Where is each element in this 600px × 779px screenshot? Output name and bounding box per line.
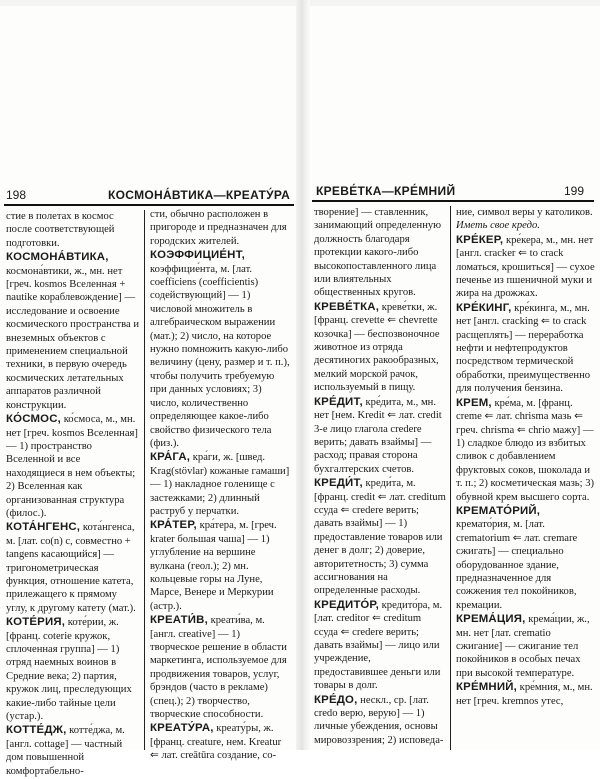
entry-headword: КОТТЕ́ДЖ, (6, 724, 67, 737)
entry-definition: кре́мния, м., мн. нет [греч. kremnos утес, (456, 682, 593, 707)
entry-headword: КРЕМА́ЦИЯ, (456, 613, 526, 626)
dictionary-entry (314, 477, 446, 598)
entry-headword: КРЕДИТО́Р, (314, 598, 379, 611)
left-page-header (0, 188, 296, 204)
left-page (0, 0, 296, 777)
left-column-2 (150, 208, 292, 764)
dictionary-entry (314, 206, 446, 300)
dictionary-entry (6, 210, 140, 250)
entry-definition: кра́ги, ж. [швед. Krag(stövlar) кожаные гамаши] — 1) накладное голенище с застежками; 2) длинный раструб у перчатки. (150, 452, 290, 517)
entry-definition: кре́кера, м., мн. нет [англ. cracker ⇐ to crack ломаться, крошиться] — сухое печенье из пшеничной муки и жира на дрожжах. (456, 234, 595, 300)
entry-definition: творение] — ставленник, занимающий определенную должность благодаря протекции какого-либо высокопоставленного лица или влиятельных общественных кругов. (314, 207, 442, 299)
entry-definition: кре́кинга, м., мн. нет [англ. cracking ⇐ to crack расщеплять] — переработка нефти и нефтепродуктов посредством термической обработки, преимущественно для получения бензина. (456, 302, 591, 395)
entry-example: Иметь свое кредо. (456, 220, 540, 232)
dictionary-entry (314, 396, 446, 476)
entry-headword: КРЕ́МНИЙ, (456, 681, 518, 694)
dictionary-entry (6, 616, 140, 723)
entry-headword: КРЕМАТО́РИЙ, (456, 504, 541, 517)
book-gutter (296, 0, 310, 750)
entry-definition: кре́дита, м., мн. нет [нем. Kredit ⇐ лат. credit 3-е лицо глагола credere верить; давать взаймы] — расход; правая сторона бухгалтерских счетов. (314, 396, 442, 475)
dictionary-entry (456, 206, 596, 233)
dictionary-entry (456, 234, 596, 301)
entry-headword: КРА́ГА, (150, 451, 191, 464)
entry-headword: КРЕВЕ́ТКА, (314, 300, 380, 313)
entry-definition: креату́ры, ж. [франц. creature, нем. Kreatur ⇐ лат. creātūra создание, со- (150, 723, 282, 762)
right-page (310, 0, 600, 750)
entry-definition: коэффицие́нта, м. [лат. coefficiens (coefficientis) содействующий] — 1) числовой множитель в алгебраическом выражении (мат.); 2) число, на которое нужно помножить какую-либо величину (цену, размер и т. п.), чтобы получить требуемую при данных условиях; 3) число, количественно определяющее какое-либо свойство физического тела (физ.). (150, 263, 290, 449)
left-column-divider (144, 210, 145, 750)
dictionary-entry (150, 519, 292, 613)
entry-headword: КОСМОНА́ВТИКА, (6, 251, 109, 264)
dictionary-entry (150, 208, 292, 248)
entry-definition: кра́тера, м. [греч. krater большая чаша] — 1) углубление на вершине вулкана (геол.); 2) мн. кольцевые горы на Луне, Марсе, Венере и Меркурии (астр.). (150, 520, 277, 612)
right-column-1 (314, 206, 446, 748)
entry-definition: ние, символ веры у католиков. (456, 207, 593, 218)
entry-headword: КО́СМОС, (6, 413, 62, 426)
dictionary-entry (150, 249, 292, 450)
dictionary-entry (150, 722, 292, 762)
entry-definition: крема́ции, ж., мн. нет [лат. crematio сжигание] — сжигание тел покойников в особых печах при высокой температуре. (456, 614, 590, 679)
entry-headword: КРЕАТУ́РА, (150, 722, 214, 735)
entry-headword: КРЕ́КЕР, (456, 233, 504, 246)
dictionary-entry (314, 694, 446, 748)
entry-headword: КРЕ́КИНГ, (456, 301, 512, 314)
entry-headword: КОТА́НГЕНС, (6, 521, 81, 534)
dictionary-entry (456, 613, 596, 680)
entry-definition: креати́ва, м. [англ. creative] — 1) творческое решение в области маркетинга, используемое для продвижения товаров, услуг, брэндов (часто в рекламе) (спец.); 2) творчество, творческие способности. (150, 615, 287, 721)
right-page-header (310, 184, 600, 200)
entry-definition: кремато́рия, м. [лат. crematorium ⇐ лат. cremare сжигать] — специально оборудованное здание, предназначенное для сожжения тел покойников, кремации. (456, 519, 578, 611)
dictionary-entry (150, 614, 292, 721)
entry-headword: КРЕ́ДО, (314, 693, 358, 706)
entry-definition: креди́та, м. [франц. credit ⇐ лат. creditum ссуда ⇐ credere верить; давать взаймы] — 1) предоставление товаров или денег в долг; 2) доверие, авторитетность; 3) сумма ассигнования на определенные расходы. (314, 478, 446, 597)
dictionary-entry (150, 451, 292, 518)
dictionary-entry (6, 521, 140, 615)
dictionary-entry (456, 681, 596, 708)
dictionary-entry (314, 301, 446, 395)
entry-definition: креве́тки, ж. [франц. crevette ⇐ chevrette козочка] — беспозвоночное животное из отряда десятиногих ракообразных, мелкий морской рачок, используемый в пищу. (314, 301, 440, 394)
entry-headword: КРЕАТИ́В, (150, 614, 208, 627)
right-column-divider (450, 206, 451, 750)
right-header-rule (312, 200, 594, 202)
entry-headword: КРЕМ, (456, 396, 492, 409)
entry-headword: КОТЕ́РИЯ, (6, 616, 66, 629)
entry-definition: ко́смоса, м., мн. нет [греч. kosmos Вселенная] — 1) пространство Вселенной и все находящиеся в нем объекты; 2) Вселенная как организованная структура (филос.). (6, 414, 138, 519)
dictionary-entry (6, 724, 140, 778)
entry-headword: КРЕ́ДИТ, (314, 395, 363, 408)
left-page-title: КОСМОНА́ВТИКА—КРЕАТУ́РА (108, 188, 291, 202)
entry-definition: кота́нгенса, м. [лат. co(n) с, совместно + tangens касающийся] — тригонометрическая функция, отношение катета, прилежащего к прямому углу, к другому катету (мат.). (6, 522, 136, 614)
entry-headword: КРЕДИ́Т, (314, 477, 363, 490)
left-header-rule (4, 204, 294, 206)
right-column-2 (456, 206, 596, 709)
entry-definition: космона́втики, ж., мн. нет [греч. kosmos Вселенная + nautike кораблевождение] — исследование и освоение космического пространства и внеземных объектов с применением специальной техники, в первую очередь космических летательных аппаратов различной конструкции. (6, 265, 140, 411)
entry-definition: кре́ма, м. [франц. creme ⇐ лат. chrisma мазь ⇐ греч. chrisma ⇐ chrio мажу] — 1) сладкое блюдо из взбитых сливок с добавлением фруктовых соков, шоколада и т. п.; 2) косметическая мазь; 3) обувной крем высшего сорта. (456, 397, 595, 503)
entry-headword: КРА́ТЕР, (150, 519, 197, 532)
left-page-number: 198 (6, 188, 27, 202)
right-page-title: КРЕВЕ́ТКА—КРЕ́МНИЙ (316, 184, 456, 198)
entry-definition: сти, обычно расположен в пригороде и предназначен для городских жителей. (150, 209, 287, 247)
entry-definition: коте́рии, ж. [франц. coterie кружок, сплоченная группа] — 1) отряд наемных воинов в Средние века; 2) партия, кружок лиц, преследующих какие-либо тайные цели (устар.). (6, 617, 132, 723)
entry-definition: кредито́ра, м. [лат. creditor ⇐ creditum ссуда ⇐ credere верить; давать взаймы] — лицо или учреждение, предоставившее деньги или товары в долг. (314, 599, 443, 692)
entry-definition: котте́джа, м. [англ. cottage] — частный дом повышенной комфортабельно- (6, 725, 125, 777)
dictionary-entry (456, 505, 596, 612)
right-page-number: 199 (564, 184, 585, 198)
dictionary-entry (6, 413, 140, 520)
dictionary-entry (456, 302, 596, 396)
dictionary-entry (6, 251, 140, 412)
dictionary-entry (314, 599, 446, 693)
entry-headword: КОЭФФИЦИЕ́НТ, (150, 249, 245, 262)
entry-definition: нескл., ср. [лат. credo верю, верую] — 1) личные убеждения, основы мировоззрения; 2) исповеда- (314, 694, 444, 746)
dictionary-entry (456, 397, 596, 504)
entry-definition: стие в полетах в космос после соответствующей подготовки. (6, 211, 115, 249)
left-column-1 (6, 210, 140, 779)
